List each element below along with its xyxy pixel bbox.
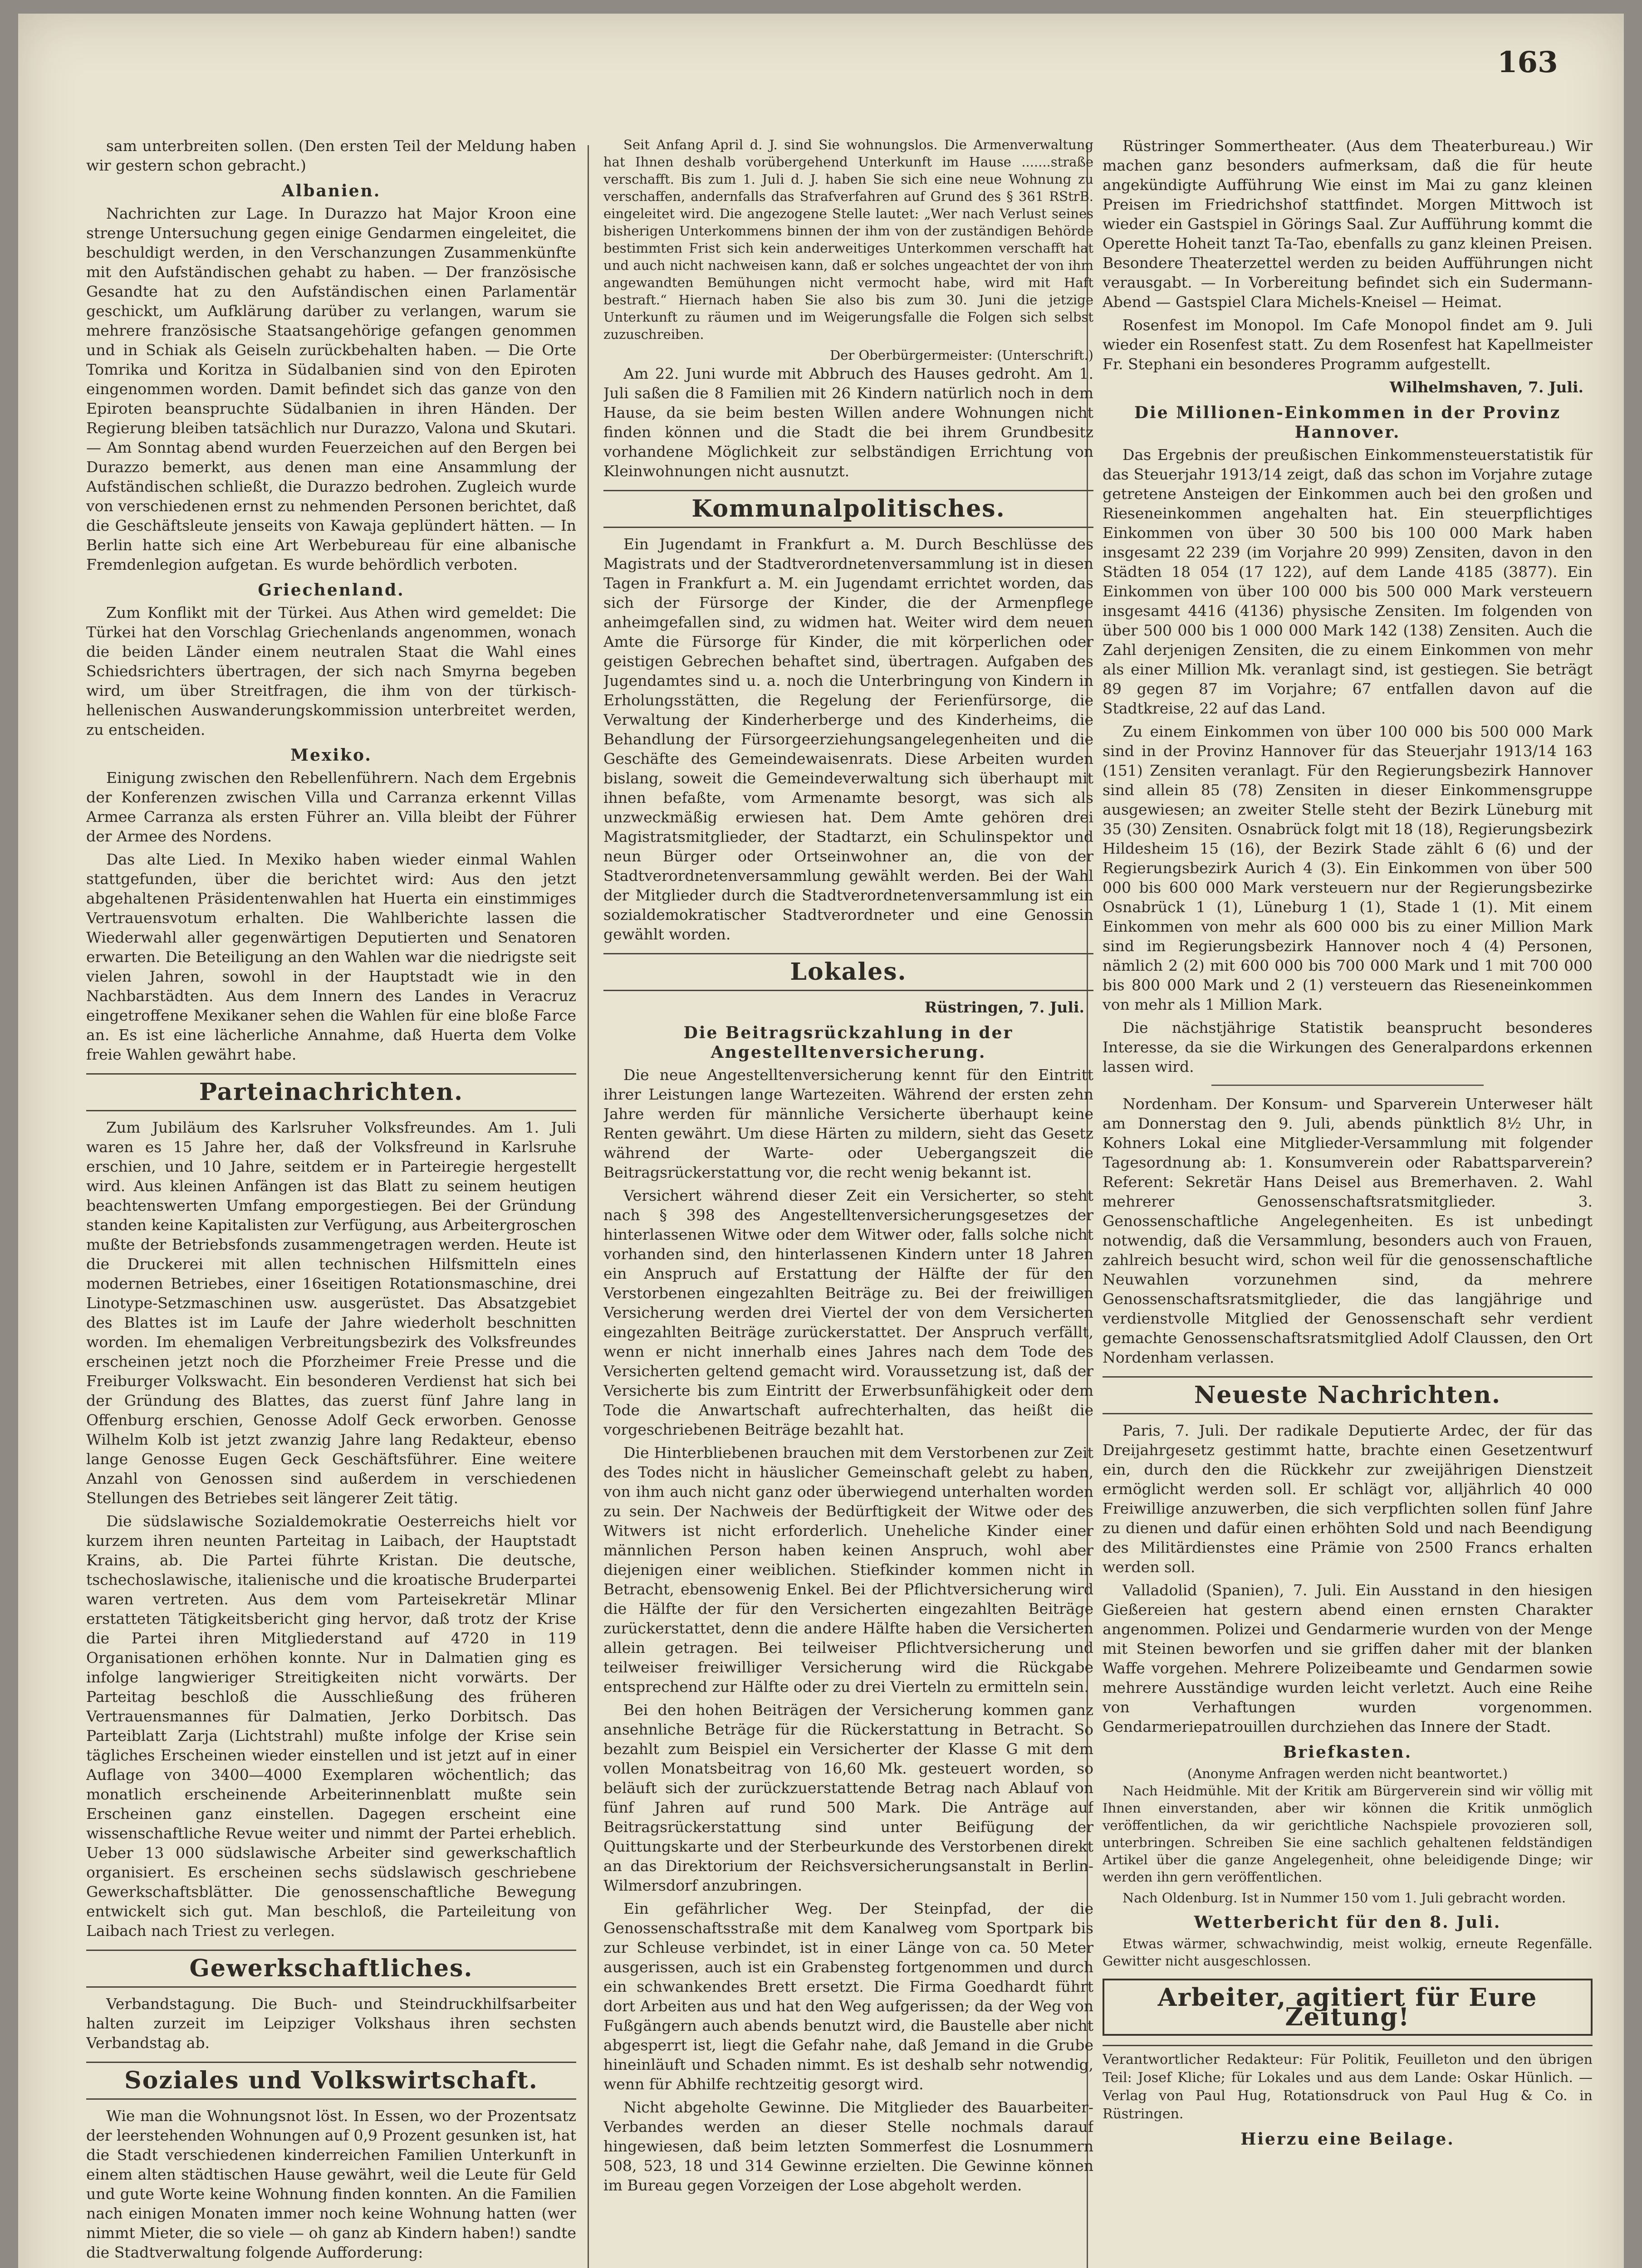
heading-soziales: Soziales und Volkswirtschaft. [86,2062,576,2100]
heading-mexiko: Mexiko. [290,746,372,765]
article-rosenfest: Rosenfest im Monopol. Im Cafe Monopol findet am 9. Juli wieder ein Rosenfest statt. Zu dem Rosenfest hat Kapellmeister Fr. Stephani ein besonderes Programm aufgestellt. [1103,316,1593,373]
heading-gewerkschaftliches: Gewerkschaftliches. [86,1950,576,1988]
article-mexiko-1: Einigung zwischen den Rebellenführern. Nach dem Ergebnis der Konferenzen zwischen Villa und Carranza erkennt Villas Armee Carranza als ersten Führer an. Villa bleibt der Führer der Armee des Nordens. [86,769,576,845]
article-einkommen-3: Die nächstjährige Statistik beansprucht besonderes Interesse, da sie die Wirkungen des Generalpardons erkennen lassen wird. [1103,1019,1593,1075]
article-valladolid: Valladolid (Spanien), 7. Juli. Ein Ausstand in den hiesigen Gießereien hat gestern abend einen ernsten Charakter angenommen. Polizei und Gendarmerie wurden von der Menge mit Steinen beworfen und sie griffen daher mit der blanken Waffe vorgehen. Mehrere Polizeibeamte und Gendarmen sowie mehrere Ausständige wurden leicht verletzt. Auch eine Reihe von Verhaftungen wurden vorgenommen. Gendarmeriepatrouillen durchziehen das Innere der Stadt. [1103,1581,1593,1735]
article-mexiko-2: Das alte Lied. In Mexiko haben wieder einmal Wahlen stattgefunden, über die berichtet wird: Aus den jetzt abgehaltenen Präsidentenwahlen hat Huerta ein einstimmiges Vertrauensvotum erhalten. Die Wahlberichte lassen die Wiederwahl aller gegenwärtigen Deputierten und Senatoren erwarten. Die Beteiligung an den Wahlen war die niedrigste seit vielen Jahren, sowohl in der Hauptstadt wie in den Nachbarstädten. Aus dem Innern des Landes in Veracruz eingetroffene Mexikaner sehen die Wahlen für eine bloße Farce an. Es ist eine lächerliche Annahme, daß Huerta dem Volke freie Wahlen gewährt habe. [86,850,576,1063]
article-lokales-2: Versichert während dieser Zeit ein Versicherter, so steht nach § 398 des Angestelltenversicherungsgesetzes der hinterlassenen Witwe oder dem Witwer oder, falls solche nicht vorhanden sind, den hinterlassenen Kindern unter 18 Jahren ein Anspruch auf Erstattung der Hälfte der für den Verstorbenen eingezahlten Beiträge zu. Bei der freiwilligen Versicherung werden drei Viertel der von dem Versicherten eingezahlten Beiträge zurückerstattet. Der Anspruch verfällt, wenn er nicht innerhalb eines Jahres nach dem Tode des Versicherten geltend gemacht wird. Voraussetzung ist, daß der Versicherte bis zum Eintritt der Erwerbsunfähigkeit oder dem Tode die Anwartschaft aufrechterhalten, das heißt die vorgeschriebenen Beiträge bezahlt hat. [603,1187,1093,1438]
divider [1211,1085,1484,1086]
heading-wetterbericht: Wetterbericht für den 8. Juli. [1194,1913,1501,1932]
subheading-beitragsrueckzahlung: Die Beitragsrückzahlung in der Angestelltenversicherung. [683,1023,1014,1062]
beilage-note: Hierzu eine Beilage. [1240,2130,1455,2149]
article-sommertheater: Rüstringer Sommertheater. (Aus dem Theaterbureau.) Wir machen ganz besonders aufmerksam, daß die für heute angekündigte Aufführung Wie einst im Mai zu ganz kleinen Preisen im Friedrichshof stattfindet. Morgen Mittwoch ist wieder ein Gastspiel in Görings Saal. Zur Aufführung kommt die Operette Hoheit tanzt Ta-Tao, ebenfalls zu ganz kleinen Preisen. Besondere Theaterzettel werden zu beiden Aufführungen nicht verausgabt. — In Vorbereitung befindet sich ein Sudermann-Abend — Gastspiel Clara Michels-Kneisel — Heimat. [1103,137,1593,311]
article-soziales: Wie man die Wohnungsnot löst. In Essen, wo der Prozentsatz der leerstehenden Wohnungen auf 0,9 Prozent gesunken ist, hat die Stadt verschiedenen kinderreichen Familien Unterkunft in einem alten städtischen Hause gewährt, weil die Leute für Geld und gute Worte keine Wohnung finden konnten. An die Familien nach einigen Monaten immer noch keine Wohnung hatten (wer nimmt Mieter, die so viele — oh ganz ab Kindern haben!) sandte die Stadtverwaltung folgende Aufforderung: [86,2107,576,2261]
column-3 [1103,136,1593,2268]
article-lokales-4: Bei den hohen Beiträgen der Versicherung kommen ganz ansehnliche Beträge für die Rückerstattung in Betracht. So bezahlt zum Beispiel ein Versicherter der Klasse G mit dem vollen Monatsbeitrag von 16,60 Mk. gesteuert worden, so beläuft sich der zurückzuerstattende Betrag nach Ablauf von fünf Jahren auf rund 500 Mark. Die Anträge auf Beitragsrückerstattung sind unter Beifügung der Quittungskarte und der Sterbeurkunde des Verstorbenen direkt an das Direktorium der Reichsversicherungsanstalt in Berlin-Wilmersdorf anzubringen. [603,1701,1093,1894]
article-gewinne: Nicht abgeholte Gewinne. Die Mitglieder des Bauarbeiter-Verbandes werden an dieser Stelle nochmals darauf hingewiesen, daß beim letzten Sommerfest die Losnummern 508, 523, 18 und 314 Gewinne erzielten. Die Gewinne können im Bureau gegen Vorzeigen der Lose abgeholt werden. [603,2098,1093,2194]
article-albanien: Nachrichten zur Lage. In Durazzo hat Major Kroon eine strenge Untersuchung gegen einige Gendarmen eingeleitet, die beschuldigt werden, in den Verschanzungen Zusammenkünfte mit den Aufständischen gehabt zu haben. — Der französische Gesandte hat zu den Aufständischen einen Parlamentär geschickt, um Aufklärung darüber zu verlangen, warum sie mehrere französische Staatsangehörige gefangen genommen und in Schiak als Geiseln zurückbehalten haben. — Die Orte Tomrika und Koritza in Südalbanien sind von den Epiroten eingenommen worden. Damit befindet sich das ganze von den Epiroten beanspruchte Südalbanien in ihren Händen. Der Regierung bleiben tatsächlich nur Durazzo, Valona und Skutari. — Am Sonntag abend wurden Feuerzeichen auf den Bergen bei Durazzo bemerkt, aus denen man eine Ansammlung der Aufständischen schließt, die Durazzo bedrohen. Zugleich wurde von verschiedenen ernst zu nehmenden Personen berichtet, daß die Geschäftsleute jenseits von Kawaja geplündert hätten. — In Berlin hatte sich eine Art Werbebureau für eine albanische Fremdenlegion aufgetan. Es wurde behördlich verboten. [86,205,576,573]
article-paris: Paris, 7. Juli. Der radikale Deputierte Ardec, der für das Dreijahrgesetz gestimmt hatte, brachte einen Gesetzentwurf ein, durch den die Rückkehr zur zweijährigen Dienstzeit ermöglicht werden soll. Er schlägt vor, alljährlich 40 000 Freiwillige anzuwerben, die sich verpflichten sollen fünf Jahre zu dienen und dafür einen erhöhten Sold und nach Beendigung des Militärdienstes eine Prämie von 2500 Francs erhalten werden soll. [1103,1422,1593,1576]
heading-griechenland: Griechenland. [258,581,405,600]
brief-oldenburg: Nach Oldenburg. Ist in Nummer 150 vom 1. Juli gebracht worden. [1122,1890,1566,1906]
newspaper-page [18,14,1624,2268]
article-einkommen-2: Zu einem Einkommen von über 100 000 bis 500 000 Mark sind in der Provinz Hannover für das Steuerjahr 1913/14 163 (151) Zensiten veranlagt. Für den Regierungsbezirk Hannover sind allein 85 (78) Zensiten in dieser Einkommensgruppe ausgewiesen; an zweiter Stelle steht der Bezirk Lüneburg mit 35 (30) Zensiten. Osnabrück folgt mit 18 (18), Regierungsbezirk Hildesheim 15 (16), der Bezirk Stade zählt 6 (6) und der Regierungsbezirk Aurich 4 (3). Ein Einkommen von über 500 000 bis 600 000 Mark versteuern nur der Regierungsbezirke Osnabrück 1 (1), Lüneburg 1 (1), Stade 1 (1). Mit einem Einkommen von mehr als 600 000 bis zu einer Million Mark sind im Regierungsbezirk Hannover noch 4 (4) Personen, nämlich 2 (2) mit 600 000 bis 700 000 Mark und 1 mit 700 000 bis 800 000 Mark und 2 (1) versteuern das Rieseneinkommen von mehr als 1 Million Mark. [1103,723,1593,1013]
subheading-millionen: Die Millionen-Einkommen in der Provinz Hannover. [1134,403,1561,442]
article-gewerkschaft: Verbandstagung. Die Buch- und Steindruckhilfsarbeiter halten zurzeit im Leipziger Volkshaus ihren sechsten Verbandstag ab. [86,1995,576,2052]
article-continuation: sam unterbreiten sollen. (Den ersten Teil der Meldung haben wir gestern schon gebracht.) [86,137,576,174]
article-partei-1: Zum Jubiläum des Karlsruher Volksfreundes. Am 1. Juli waren es 15 Jahre her, daß der Volksfreund in Karlsruhe erschien, und 10 Jahre, seitdem er in Parteiregie hergestellt wird. Aus kleinen Anfängen ist das Blatt zu seinem heutigen beachtenswerten Umfang emporgestiegen. Bei der Gründung standen keine Kapitalisten zur Verfügung, aus Arbeitergroschen mußte der Betriebsfonds zusammengetragen werden. Heute ist die Druckerei mit allen technischen Hilfsmitteln eines modernen Betriebes, einer 16seitigen Rotationsmaschine, drei Linotype-Setzmaschinen usw. ausgerüstet. Das Absatzgebiet des Blattes ist im Laufe der Jahre wiederholt beschnitten worden. Im ehemaligen Verbreitungsbezirk des Volksfreundes erscheinen jetzt noch die Pforzheimer Freie Presse und die Freiburger Volkswacht. Ein besonderen Verdienst hat sich bei der Gründung des Blattes, das zuerst fünf Jahre lang in Offenburg erschien, Genosse Adolf Geck erworben. Genosse Wilhelm Kolb ist jetzt zwanzig Jahre lang Redakteur, ebenso lange Genosse Eugen Geck Geschäftsführer. Eine weitere Anzahl von Genossen sind außerdem in verschiedenen Stellungen des Betriebes seit längerer Zeit tätig. [86,1119,576,1507]
heading-briefkasten: Briefkasten. [1283,1743,1412,1762]
article-nordenham: Nordenham. Der Konsum- und Sparverein Unterweser hält am Donnerstag den 9. Juli, abends pünktlich 8½ Uhr, in Kohners Lokal eine Mitglieder-Versammlung mit folgender Tagesordnung ab: 1. Konsumverein oder Rabattsparverein? Referent: Sekretär Hans Deisel aus Bremerhaven. 2. Wahl mehrerer Genossenschaftsratsmitglieder. 3. Genossenschaftliche Angelegenheiten. Es ist unbedingt notwendig, daß die Versammlung, besonders auch von Frauen, zahlreich besucht wird, schon weil für die genossenschaftliche Neuwahlen vorzunehmen sind, da mehrere Genossenschaftsratsmitglieder, die das langjährige und verdienstvolle Mitglied der Genossenschaft sehr verdient gemachte Genossenschaftsratsmitglied Adolf Claussen, den Ort Nordenham verlassen. [1103,1095,1593,1366]
wetter-text: Etwas wärmer, schwachwindig, meist wolkig, erneute Regenfälle. Gewitter nicht ausgeschlossen. [1103,1936,1593,1969]
article-jugendamt: Ein Jugendamt in Frankfurt a. M. Durch Beschlüsse des Magistrats und der Stadtverordnetenversammlung ist in diesen Tagen in Frankfurt a. M. ein Jugendamt errichtet worden, das sich der Fürsorge der Kinder, die der Armenpflege anheimgefallen sind, zu widmen hat. Weiter wird dem neuen Amte die Fürsorge für Kinder, die mit körperlichen oder geistigen Gebrechen behaftet sind, übertragen. Aufgaben des Jugendamtes sind u. a. noch die Unterbringung von Kindern in Erholungsstätten, die Regelung der Ferienfürsorge, die Verwaltung der Kinderherberge und des Kinderheims, die Behandlung der Fürsorgeerziehungsangelegenheiten und die Geschäfte des Gemeindewaisenrats. Diese Arbeiten wurden bislang, soweit die Gemeindeverwaltung sich überhaupt mit ihnen befaßte, vom Armenamte besorgt, was sich als unzweckmäßig erwiesen hat. Dem Amte gehören drei Magistratsmitglieder, der Stadtarzt, ein Schulinspektor und neun Bürger oder Ortseinwohner an, die von der Stadtverordnetenversammlung gewählt werden. Bei der Wahl der Mitglieder durch die Stadtverordnetenversammlung ist ein sozialdemokratischer Stadtverordneter und eine Genossin gewählt worden. [603,535,1093,943]
quoted-letter: Seit Anfang April d. J. sind Sie wohnungslos. Die Armenverwaltung hat Ihnen deshalb vorübergehend Unterkunft im Hause .......straße verschafft. Bis zum 1. Juli d. J. haben Sie sich eine neue Wohnung zu verschaffen, andernfalls das Strafverfahren auf Grund des § 361 RStrB. eingeleitet wird. Die angezogene Stelle lautet: „Wer nach Verlust seines bisherigen Unterkommens binnen der ihm von der zuständigen Behörde bestimmten Frist sich kein anderweitiges Unterkommen verschafft hat und auch nicht nachweisen kann, daß er solches ungeachtet der von ihm angewandten Bemühungen nicht vermocht habe, wird mit Haft bestraft.“ Hiernach haben Sie also bis zum 30. Juni die jetzige Unterkunft zu räumen und im Weigerungsfalle die Folgen sich selbst zuzuschreiben. [603,137,1093,342]
heading-parteinachrichten: Parteinachrichten. [86,1073,576,1111]
article-griechenland: Zum Konflikt mit der Türkei. Aus Athen wird gemeldet: Die Türkei hat den Vorschlag Griechenlands angenommen, wonach die beiden Länder einem neutralen Staat die Wahl eines Schiedsrichters übertragen, der sich nach Smyrna begeben wird, um über Streitfragen, die ihm von der türkisch-hellenischen Auswanderungskommission unterbreitet werden, zu entscheiden. [86,604,576,738]
dateline-ruestringen: Rüstringen, 7. Juli. [924,998,1084,1016]
article-gefaehrlicher-weg: Ein gefährlicher Weg. Der Steinpfad, der die Genossenschaftsstraße mit dem Kanalweg vom Sportpark bis zur Schleuse verbindet, ist in einer Länge von ca. 50 Meter ausgerissen, auch ist ein Grabensteg fortgenommen und durch ein schwankendes Brett ersetzt. Die Firma Goedhardt führt dort Arbeiten aus und hat den Weg aufgerissen; da der Weg von Fußgängern auch abends benutzt wird, die Baustelle aber nicht abgesperrt ist, liegt die Gefahr nahe, daß Jemand in die Grube hineinläuft und Schaden nimmt. Es ist deshalb sehr notwendig, wenn für Abhilfe rechtzeitig gesorgt wird. [603,1900,1093,2093]
imprint: Verantwortlicher Redakteur: Für Politik, Feuilleton und den übrigen Teil: Josef Kliche; für Lokales und aus dem Lande: Oskar Hünlich. — Verlag von Paul Hug, Rotationsdruck von Paul Hug & Co. in Rüstringen. [1103,2045,1593,2123]
article-partei-2: Die südslawische Sozialdemokratie Oesterreichs hielt vor kurzem ihren neunten Parteitag in Laibach, der Hauptstadt Krains, ab. Die Partei führte Kristan. Die deutsche, tschechoslawische, italienische und die kroatische Bruderpartei waren vertreten. Aus dem vom Parteisekretär Mlinar erstatteten Tätigkeitsbericht ging hervor, daß trotz der Krise die Partei ihren Mitgliederstand auf 4720 in 119 Organisationen erhöhen konnte. Nur in Dalmatien ging es infolge langwieriger Streitigkeiten nicht vorwärts. Der Parteitag beschloß die Ausschließung des früheren Vertrauensmannes für Dalmatien, Jerko Dorbitsch. Das Parteiblatt Zarja (Lichtstrahl) mußte infolge der Krise sein tägliches Erscheinen wieder einstellen und ist jetzt auf in einer Auflage von 3400—4000 Exemplaren wöchentlich; das monatlich erscheinende Arbeiterinnenblatt mußte sein Erscheinen ganz einstellen. Dagegen erscheint eine wissenschaftliche Revue weiter und nimmt der Partei erheblich. Ueber 13 000 südslawische Arbeiter sind gewerkschaftlich organisiert. Es erscheinen sechs südslawisch geschriebene Gewerkschaftsblätter. Die genossenschaftliche Bewegung entwickelt sich gut. Man beschloß, die Parteileitung von Laibach nach Triest zu verlegen. [86,1512,576,1940]
heading-kommunalpolitisches: Kommunalpolitisches. [603,490,1093,528]
article-einkommen-1: Das Ergebnis der preußischen Einkommensteuerstatistik für das Steuerjahr 1913/14 zeigt, daß das schon im Vorjahre zutage getretene Ansteigen der Einkommen auch bei den großen und Rieseneinkommen angehalten hat. Ein steuerpflichtiges Einkommen von über 30 500 bis 100 000 Mark haben insgesamt 22 239 (im Vorjahre 20 999) Zensiten, davon in den Städten 18 054 (17 122), auf dem Lande 4185 (3877). Ein Einkommen von über 100 000 bis 500 000 Mark versteuern insgesamt 4416 (4136) physische Zensiten. Im folgenden von über 500 000 bis 1 000 000 Mark 142 (138) Zensiten. Auch die Zahl derjenigen Zensiten, die zu einem Einkommen von mehr als einer Million Mk. veranlagt sind, ist gestiegen. Sie beträgt 89 gegen 87 im Vorjahre; 67 entfallen davon auf die Stadtkreise, 22 auf das Land. [1103,446,1593,717]
heading-albanien: Albanien. [281,181,381,200]
dateline-wilhelmshaven: Wilhelmshaven, 7. Juli. [1389,378,1583,396]
heading-lokales: Lokales. [603,953,1093,991]
brief-heidmuehle: Nach Heidmühle. Mit der Kritik am Bürgerverein sind wir völlig mit Ihnen einverstanden, aber wir können die Kritik unmöglich veröffentlichen, da wir gerichtliche Nachspiele provozieren soll, unterbringen. Schreiben Sie eine sachlich gehaltenen feldständigen Artikel über die ganze Angelegenheit, ohne beleidigende Dinge; wir werden ihn gern veröffentlichen. [1103,1783,1593,1885]
briefkasten-note: (Anonyme Anfragen werden nicht beantwortet.) [1187,1766,1508,1781]
column-1 [86,136,576,2268]
column-rule [588,145,589,2268]
slogan-box: Arbeiter, agitiert für Eure Zeitung! [1103,1979,1593,2036]
article-lokales-3: Die Hinterbliebenen brauchen mit dem Verstorbenen zur Zeit des Todes nicht in häuslicher Gemeinschaft gelebt zu haben, von ihm auch nicht ganz oder überwiegend unterhalten worden zu sein. Der Nachweis der Bedürftigkeit der Witwe oder des Witwers ist nicht erforderlich. Uneheliche Kinder einer männlichen Person haben keinen Anspruch, wohl aber diejenigen einer weiblichen. Stiefkinder kommen nicht in Betracht, ebensowenig Enkel. Bei der Pflichtversicherung wird die Hälfte der für den Versicherten eingezahlten Beiträge zurückerstattet, denn die andere Hälfte haben die Versicherten allein getragen. Bei teilweiser Pflichtversicherung und teilweiser freiwilliger Versicherung wird die Rückgabe entsprechend zur Hälfte oder zu drei Vierteln zu ermitteln sein. [603,1444,1093,1696]
column-2 [603,136,1093,2268]
article-wohnung-end: Am 22. Juni wurde mit Abbruch des Hauses gedroht. Am 1. Juli saßen die 8 Familien mit 26 Kindern natürlich noch in dem Hause, da sie beim besten Willen andere Wohnungen nicht finden können und die Stadt die bei ihrem Grundbesitz vorhandene Möglichkeit zur selbständigen Errichtung von Kleinwohnungen nicht ausnutzt. [603,365,1093,480]
signature: Der Oberbürgermeister: (Unterschrift.) [829,347,1093,363]
article-lokales-1: Die neue Angestelltenversicherung kennt für den Eintritt ihrer Leistungen lange Wartezeiten. Während der ersten zehn Jahre werden für männliche Versicherte überhaupt keine Renten gewährt. Um diese Härten zu mildern, sieht das Gesetz während der Warte- oder Uebergangszeit die Beitragsrückerstattung vor, die recht wenig bekannt ist. [603,1066,1093,1181]
page-number: 163 [1497,45,1558,79]
heading-neueste-nachrichten: Neueste Nachrichten. [1103,1376,1593,1414]
